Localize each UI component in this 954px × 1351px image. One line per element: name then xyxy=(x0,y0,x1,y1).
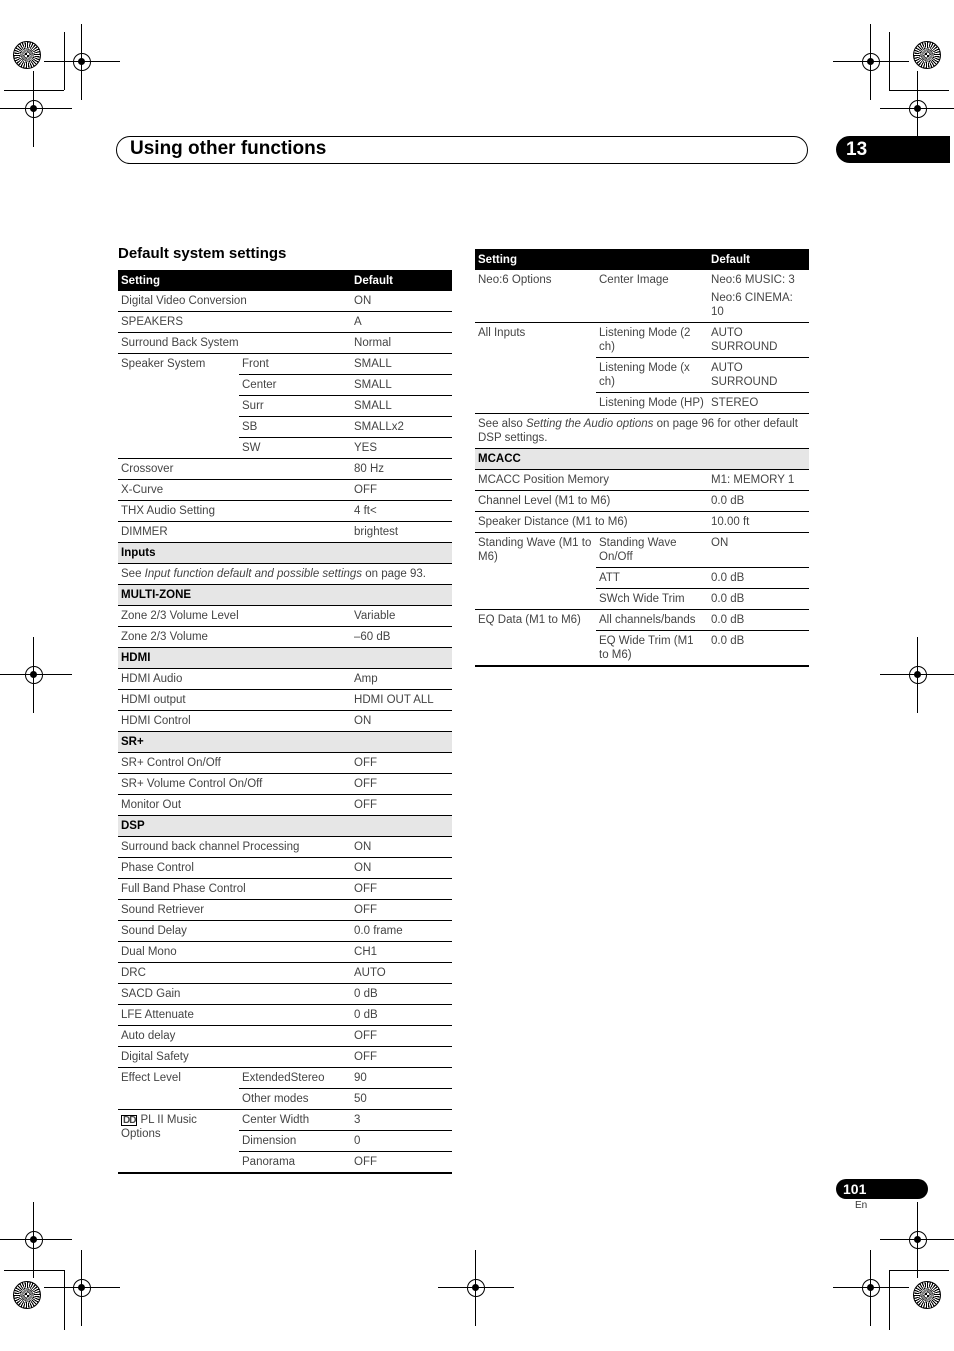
setting-name: X-Curve xyxy=(118,480,351,501)
chapter-title: Using other functions xyxy=(130,138,327,159)
setting-default: A xyxy=(351,312,452,333)
dolby-logo-icon: DD xyxy=(123,1115,136,1126)
setting-default: 0.0 dB xyxy=(708,589,809,610)
setting-default: OFF xyxy=(351,900,452,921)
crop-line xyxy=(4,90,64,91)
setting-default: 0.0 dB xyxy=(708,491,809,512)
setting-default: brightest xyxy=(351,522,452,543)
setting-sub: SWch Wide Trim xyxy=(596,589,708,610)
setting-default: OFF xyxy=(351,1026,452,1047)
crop-line xyxy=(889,1270,949,1271)
table-row xyxy=(118,459,452,480)
setting-default: Amp xyxy=(351,669,452,690)
setting-default: HDMI OUT ALL xyxy=(351,690,452,711)
table-row xyxy=(118,711,452,732)
setting-default: OFF xyxy=(351,774,452,795)
setting-name: Zone 2/3 Volume xyxy=(118,627,351,648)
section-header-inputs: Inputs xyxy=(118,543,452,564)
setting-sub: Panorama xyxy=(239,1152,351,1174)
setting-name: Surround back channel Processing xyxy=(118,837,351,858)
dsp-note: See also Setting the Audio options on page 96 for other default DSP settings. xyxy=(475,414,809,449)
column-header-default: Default xyxy=(351,270,452,291)
default-settings-table-right xyxy=(475,249,809,667)
section-header-dsp: DSP xyxy=(118,816,452,837)
setting-default: STEREO xyxy=(708,393,809,414)
table-row xyxy=(118,1068,452,1089)
table-row xyxy=(475,533,809,568)
table-row xyxy=(118,753,452,774)
setting-default: 90 xyxy=(351,1068,452,1089)
table-row xyxy=(118,1110,452,1131)
section-header-multizone: MULTI-ZONE xyxy=(118,585,452,606)
setting-sub: Listening Mode (HP) xyxy=(596,393,708,414)
table-row xyxy=(475,323,809,358)
setting-default: 4 ft< xyxy=(351,501,452,522)
setting-name: Digital Safety xyxy=(118,1047,351,1068)
crop-line xyxy=(889,32,890,90)
setting-name: THX Audio Setting xyxy=(118,501,351,522)
setting-default: SMALL xyxy=(351,354,452,375)
table-row xyxy=(475,270,809,323)
setting-default: SMALLx2 xyxy=(351,417,452,438)
table-row xyxy=(118,921,452,942)
setting-name: Sound Delay xyxy=(118,921,351,942)
setting-name: SACD Gain xyxy=(118,984,351,1005)
setting-default: AUTO SURROUND xyxy=(708,358,809,393)
crop-line xyxy=(889,90,949,91)
table-row xyxy=(118,522,452,543)
setting-name: LFE Attenuate xyxy=(118,1005,351,1026)
setting-sub: Other modes xyxy=(239,1089,351,1110)
inputs-note: See Input function default and possible settings on page 93. xyxy=(118,564,452,585)
table-row xyxy=(118,291,452,312)
setting-name: All Inputs xyxy=(475,323,596,414)
setting-default: M1: MEMORY 1 xyxy=(708,470,809,491)
setting-default: OFF xyxy=(351,480,452,501)
setting-name: Surround Back System xyxy=(118,333,351,354)
setting-name: Auto delay xyxy=(118,1026,351,1047)
setting-sub: SB xyxy=(239,417,351,438)
table-row xyxy=(118,669,452,690)
setting-sub: ExtendedStereo xyxy=(239,1068,351,1089)
setting-default: ON xyxy=(708,533,809,568)
table-row xyxy=(118,837,452,858)
default-settings-table-left xyxy=(118,270,452,1174)
crop-line xyxy=(64,1270,65,1330)
setting-name: Neo:6 Options xyxy=(475,270,596,323)
setting-default: 0 dB xyxy=(351,984,452,1005)
table-row xyxy=(118,984,452,1005)
table-row xyxy=(475,491,809,512)
table-row xyxy=(118,1047,452,1068)
crop-line xyxy=(64,32,65,90)
setting-name: EQ Data (M1 to M6) xyxy=(475,610,596,667)
table-row xyxy=(475,512,809,533)
setting-name: MCACC Position Memory xyxy=(475,470,708,491)
setting-default: 3 xyxy=(351,1110,452,1131)
setting-name: SR+ Volume Control On/Off xyxy=(118,774,351,795)
table-row xyxy=(118,879,452,900)
setting-default: 0 xyxy=(351,1131,452,1152)
setting-name: Crossover xyxy=(118,459,351,480)
setting-name: Zone 2/3 Volume Level xyxy=(118,606,351,627)
table-row xyxy=(118,858,452,879)
inputs-note-row xyxy=(118,564,452,585)
page-number: 101 xyxy=(843,1181,867,1197)
registration-wheel-bottom-right xyxy=(913,1281,941,1309)
setting-name: Dual Mono xyxy=(118,942,351,963)
setting-sub: Center Image xyxy=(596,270,708,323)
setting-default: OFF xyxy=(351,795,452,816)
table-row xyxy=(118,312,452,333)
setting-sub: Listening Mode (2 ch) xyxy=(596,323,708,358)
setting-sub: EQ Wide Trim (M1 to M6) xyxy=(596,631,708,667)
setting-default: Normal xyxy=(351,333,452,354)
setting-name: SR+ Control On/Off xyxy=(118,753,351,774)
registration-wheel-bottom-left xyxy=(13,1281,41,1309)
table-row xyxy=(118,963,452,984)
setting-name: Phase Control xyxy=(118,858,351,879)
setting-sub: ATT xyxy=(596,568,708,589)
setting-name: Sound Retriever xyxy=(118,900,351,921)
section-header-hdmi: HDMI xyxy=(118,648,452,669)
setting-default: 0.0 frame xyxy=(351,921,452,942)
section-header-mcacc: MCACC xyxy=(475,449,809,470)
table-row xyxy=(118,690,452,711)
setting-default: OFF xyxy=(351,1152,452,1174)
table-header-row xyxy=(118,270,452,291)
setting-sub: All channels/bands xyxy=(596,610,708,631)
setting-default: OFF xyxy=(351,1047,452,1068)
registration-wheel-top-right xyxy=(913,41,941,69)
table-row xyxy=(118,1026,452,1047)
setting-sub: Front xyxy=(239,354,351,375)
table-row xyxy=(118,1005,452,1026)
setting-name: Channel Level (M1 to M6) xyxy=(475,491,708,512)
setting-default: OFF xyxy=(351,879,452,900)
setting-name: Speaker Distance (M1 to M6) xyxy=(475,512,708,533)
setting-name: Digital Video Conversion xyxy=(118,291,351,312)
setting-default: 50 xyxy=(351,1089,452,1110)
setting-name: Effect Level xyxy=(118,1068,239,1110)
setting-default: ON xyxy=(351,711,452,732)
setting-default: YES xyxy=(351,438,452,459)
registration-wheel-top-left xyxy=(13,41,41,69)
setting-sub: Listening Mode (x ch) xyxy=(596,358,708,393)
setting-default: OFF xyxy=(351,753,452,774)
setting-default: ON xyxy=(351,291,452,312)
setting-default: Variable xyxy=(351,606,452,627)
table-row xyxy=(475,610,809,631)
setting-sub: Surr xyxy=(239,396,351,417)
setting-default: ON xyxy=(351,837,452,858)
table-row xyxy=(118,900,452,921)
setting-name: Standing Wave (M1 to M6) xyxy=(475,533,596,610)
setting-name: Monitor Out xyxy=(118,795,351,816)
column-header-setting: Setting xyxy=(475,249,708,270)
table-row xyxy=(118,627,452,648)
setting-name: HDMI Control xyxy=(118,711,351,732)
setting-name: HDMI Audio xyxy=(118,669,351,690)
setting-default: AUTO SURROUND xyxy=(708,323,809,358)
setting-name: DRC xyxy=(118,963,351,984)
setting-name: Full Band Phase Control xyxy=(118,879,351,900)
setting-default: 0 dB xyxy=(351,1005,452,1026)
table-row xyxy=(118,333,452,354)
setting-default: SMALL xyxy=(351,375,452,396)
table-row xyxy=(118,480,452,501)
setting-default: Neo:6 MUSIC: 3 Neo:6 CINEMA: 10 xyxy=(708,270,809,323)
setting-default: AUTO xyxy=(351,963,452,984)
setting-default: SMALL xyxy=(351,396,452,417)
setting-sub: SW xyxy=(239,438,351,459)
setting-default: 80 Hz xyxy=(351,459,452,480)
table-row xyxy=(118,795,452,816)
setting-name: SPEAKERS xyxy=(118,312,351,333)
setting-sub: Dimension xyxy=(239,1131,351,1152)
table-header-row xyxy=(475,249,809,270)
setting-default: CH1 xyxy=(351,942,452,963)
crop-line xyxy=(889,1270,890,1330)
setting-default: –60 dB xyxy=(351,627,452,648)
crop-line xyxy=(4,1270,64,1271)
setting-name: DIMMER xyxy=(118,522,351,543)
setting-name: DD PL II Music Options xyxy=(118,1110,239,1174)
setting-name: HDMI output xyxy=(118,690,351,711)
column-header-default: Default xyxy=(708,249,809,270)
chapter-number: 13 xyxy=(846,139,868,160)
table-row xyxy=(118,501,452,522)
table-row xyxy=(118,354,452,375)
setting-sub: Center xyxy=(239,375,351,396)
section-title: Default system settings xyxy=(118,245,287,262)
setting-name: Speaker System xyxy=(118,354,239,459)
section-header-sr-plus: SR+ xyxy=(118,732,452,753)
setting-default: ON xyxy=(351,858,452,879)
setting-sub: Center Width xyxy=(239,1110,351,1131)
table-row xyxy=(118,942,452,963)
setting-default: 10.00 ft xyxy=(708,512,809,533)
table-row xyxy=(475,470,809,491)
setting-default: 0.0 dB xyxy=(708,610,809,631)
table-row xyxy=(118,774,452,795)
table-row xyxy=(118,606,452,627)
dsp-note-row xyxy=(475,414,809,449)
setting-sub: Standing Wave On/Off xyxy=(596,533,708,568)
language-code: En xyxy=(855,1200,868,1211)
setting-default: 0.0 dB xyxy=(708,568,809,589)
setting-default: 0.0 dB xyxy=(708,631,809,667)
column-header-setting: Setting xyxy=(118,270,351,291)
